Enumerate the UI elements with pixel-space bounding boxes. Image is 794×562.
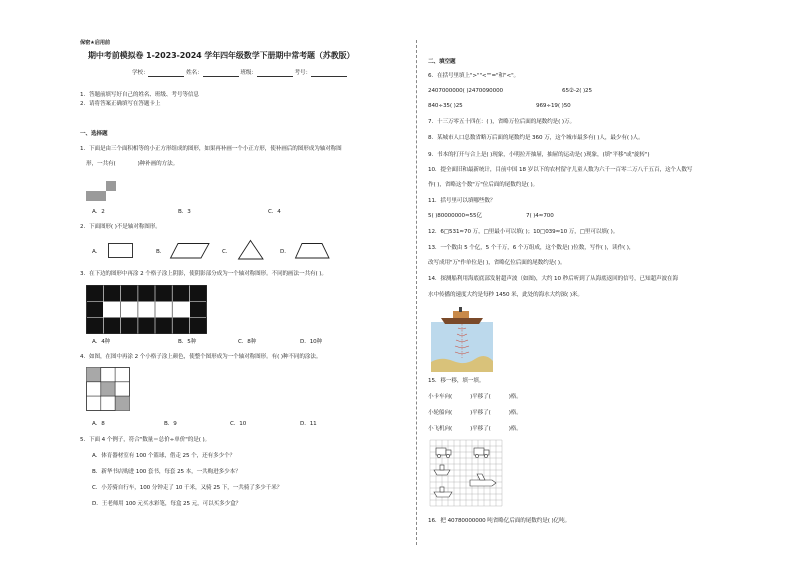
q6-row1-item1: 2407000000( )2470090000	[428, 88, 504, 94]
q1-text-line2: 形，一共有( )种补画的方法。	[86, 161, 179, 167]
q1-text-line1: 1．下面是由三个面积相等的小正方形组成的图形，如果再补画一个小正方形，使补画后的图形成为轴对称图	[80, 146, 342, 152]
triangle-shape	[238, 240, 264, 260]
q15-row-truck: 小卡车向( )平移了( )格。	[428, 394, 522, 400]
q3-text: 3．在下边的图形中再涂 2 个格子涂上阴影，使阴影部分成为一个轴对称图形。不同的画法一共有( )。	[80, 271, 327, 277]
q2-text: 2．下面图形( )不是轴对称图形。	[80, 224, 161, 230]
rectangle-shape	[108, 243, 134, 259]
q5-option-a: A．体育器材室有 100 个篮球，借走 25 个，还有多少个？	[92, 453, 236, 459]
q5-option-b: B．新华书店购进 100 套书，每套 25 本，一共购进多少本？	[92, 469, 241, 475]
translation-grid-figure	[430, 440, 504, 510]
q6-row2-item2: 969÷19( )50	[536, 103, 571, 109]
page-title: 期中考前模拟卷 1-2023-2024 学年四年级数学下册期中常考题（苏教版）	[88, 51, 355, 60]
q2-option-b: B．	[156, 249, 166, 255]
name-label: 姓名：	[186, 70, 203, 76]
q13-text-line2: 改写成用"万"作单位是( )，省略亿位后面的尾数约是( )。	[428, 260, 566, 266]
q6-row1-item2: 65②-2( )25	[562, 88, 592, 94]
class-label: 班级：	[240, 70, 257, 76]
confidential-label: 保密★启用前	[80, 40, 110, 46]
q3-option-c: C．8种	[238, 339, 257, 345]
q16-text: 16．把 40780000000 吨省略亿后面的尾数约是( )亿吨。	[428, 518, 571, 524]
q2-option-a: A．	[92, 249, 102, 255]
q11-text: 11．括号里可以填哪些数？	[428, 198, 496, 204]
q9-text: 9．书本的打开与合上是( )现象，小明拉开抽屉，抽屉的运动是( )现象，(填"平移"或"旋转")	[428, 152, 650, 158]
section-title-fill: 二、填空题	[428, 59, 456, 65]
q5-option-c: C．小芳骑自行车，100 分钟走了 10 千米，又骑 25 下，一共骑了多少千米？	[92, 485, 283, 491]
q15-row-plane: 小飞机向( )平移了( )格。	[428, 426, 522, 432]
parallelogram-shape	[170, 243, 210, 259]
q1-option-a: A．2	[92, 209, 105, 215]
q3-option-a: A．4种	[92, 339, 111, 345]
q4-option-b: B．9	[164, 421, 177, 427]
q14-text-line2: 水中传播的速度大约是每秒 1450 米，此处的海水大约深( )米。	[428, 292, 583, 298]
q6-row2-item1: 840÷35( )25	[428, 103, 463, 109]
q7-text: 7．十三万零五十四在：( )，省略万位后面的尾数约是( )万。	[428, 119, 575, 125]
q3-option-b: B．5种	[178, 339, 197, 345]
q1-option-c: C．4	[268, 209, 281, 215]
column-divider	[416, 40, 417, 545]
student-info-line	[132, 70, 347, 77]
q4-grid-figure	[86, 367, 132, 413]
q4-option-a: A．8	[92, 421, 105, 427]
q12-text: 12．6□531≈70 万，□里最小可以填( )；10□039≈10 万，□里可以填( )。	[428, 229, 619, 235]
q6-text: 6．在括号里填上">""<""="和"<"。	[428, 73, 520, 79]
q3-grid-figure	[86, 285, 208, 335]
exam-number-label: 考号：	[294, 70, 311, 76]
q10-text-line2: 作( )，省略这个数"万"位后面的尾数约是( )。	[428, 182, 539, 188]
q1-option-b: B．3	[178, 209, 191, 215]
note-2: 2．请将答案正确填写在答题卡上	[80, 101, 161, 107]
q5-option-d: D．王老师用 100 元买水彩笔，每盒 25 元，可以买多少盒？	[92, 501, 242, 507]
q14-text-line1: 14．探测船利用海底底部发射超声波（如图)，大约 10 秒后听到了从海底返回的信号，已知超声波在海	[428, 276, 679, 282]
school-label: 学校：	[132, 70, 149, 76]
q10-text-line1: 10．提全面旧和最新统计，目前中国 18 岁以下的农村留守儿童人数为六千一百零二万八千五百，这个人数写	[428, 167, 693, 173]
q1-figure	[86, 181, 120, 203]
q2-option-d: D．	[280, 249, 290, 255]
q2-option-c: C．	[222, 249, 232, 255]
section-title-choice: 一、选择题	[80, 131, 108, 137]
q4-option-c: C．10	[230, 421, 247, 427]
sonar-ship-illustration	[431, 306, 493, 372]
q15-text: 15．移一移，填一填。	[428, 378, 485, 384]
q11-item1: 5( )80000000≈55亿	[428, 213, 482, 219]
q4-option-d: D．11	[300, 421, 317, 427]
q5-text: 5．下面 4 个例子，符合"数量＝总价÷单价"的是( )。	[80, 437, 211, 443]
note-1: 1．答题前填写好自己的姓名、班级、考号等信息	[80, 92, 199, 98]
q11-item2: 7( )4≈700	[526, 213, 554, 219]
trapezoid-shape	[295, 243, 331, 259]
q13-text-line1: 13．一个数由 5 个亿，5 个千万，6 个万组成，这个数是( )位数，写作( )，读作( )，	[428, 245, 635, 251]
q8-text: 8．某城市人口总数省略万后面的尾数约是 360 万，这个城市最多有( )人，最少有( )人。	[428, 135, 644, 141]
q4-text: 4．如图，在图中再涂 2 个小格子涂上颜色，使整个图形成为一个轴对称图形。有( )种不同的涂法。	[80, 354, 322, 360]
q15-row-ship: 小轮船向( )平移了( )格。	[428, 410, 522, 416]
q3-option-d: D．10种	[300, 339, 323, 345]
